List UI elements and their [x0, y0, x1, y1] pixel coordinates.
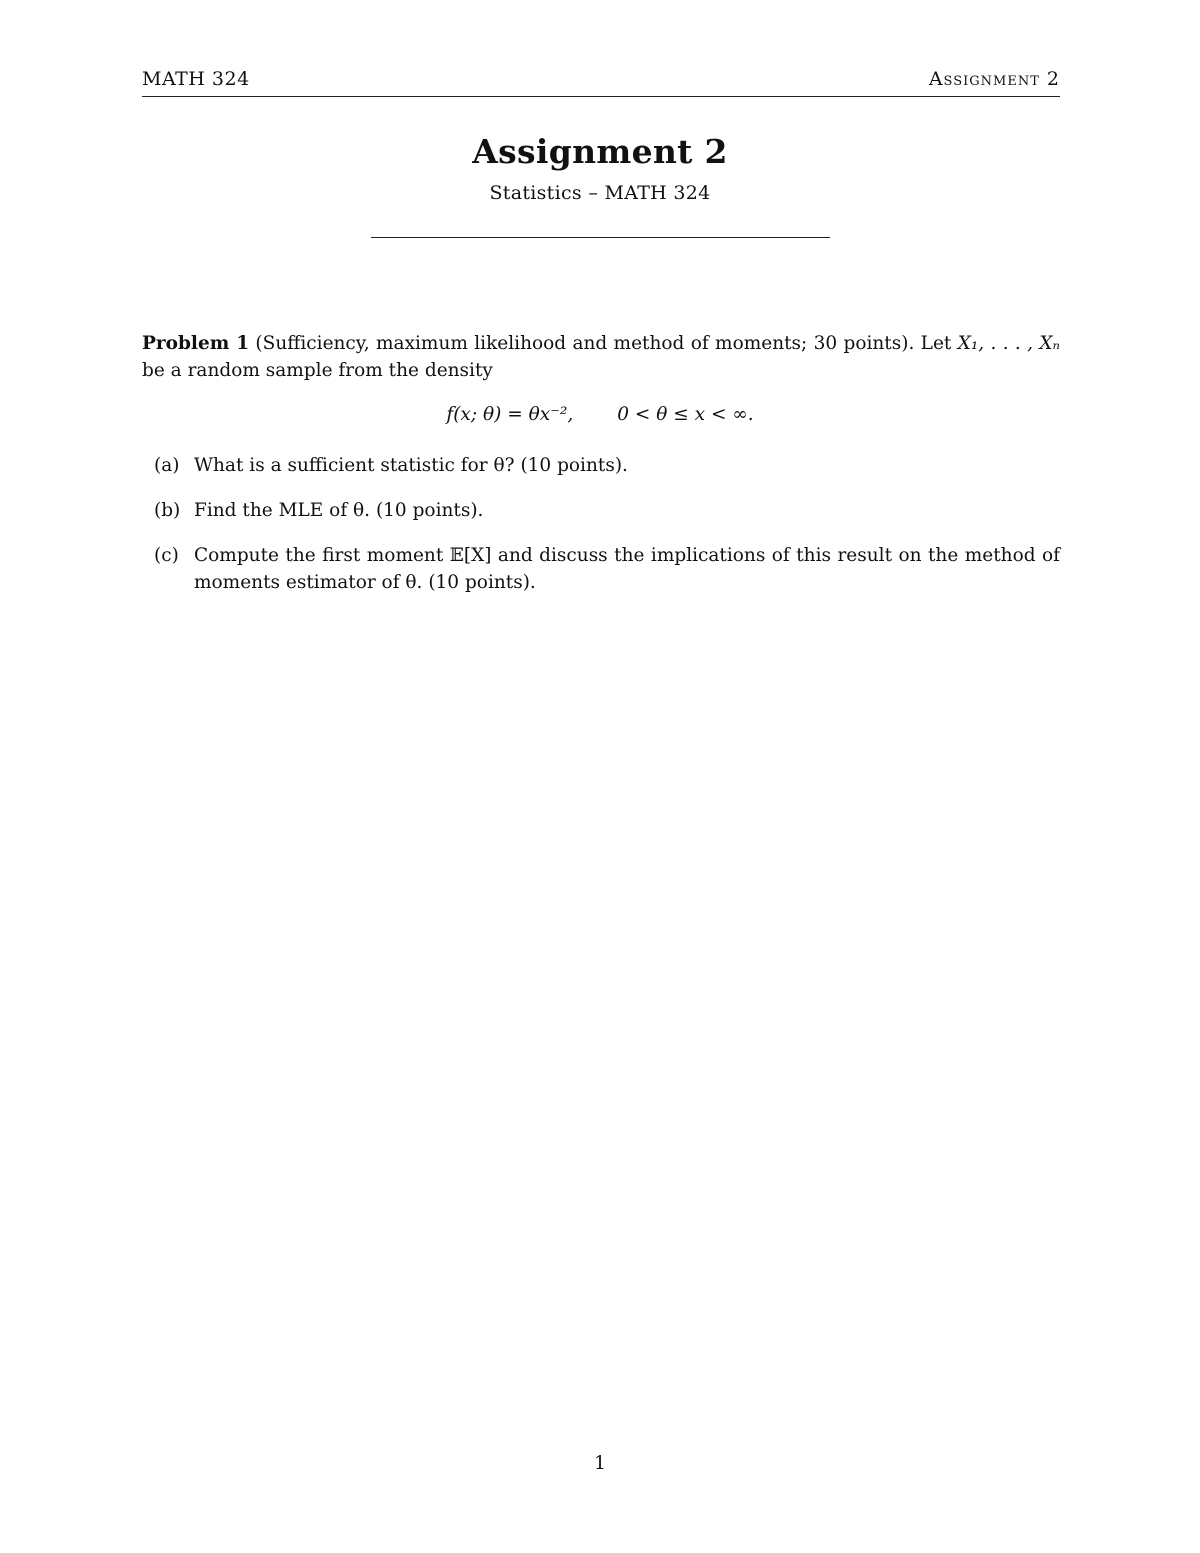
equation-support: 0 < θ ≤ x < ∞. [617, 404, 754, 425]
header-assignment: Assignment 2 [928, 68, 1060, 90]
part-c [142, 542, 1060, 596]
header-course: MATH 324 [142, 68, 250, 90]
part-b [142, 497, 1060, 524]
problem-1-statement [142, 330, 1060, 384]
part-c-text: Compute the first moment 𝔼[X] and discuss the implications of this result on the method of moments estimator of θ. (10 points). [194, 545, 1060, 593]
part-a-text: What is a sufficient statistic for θ? (10 points). [194, 455, 628, 476]
problem-label: Problem 1 [142, 333, 250, 354]
page-title: Assignment 2 [472, 132, 728, 171]
part-b-label: (b) [154, 500, 181, 521]
sample-variables: X₁, . . . , Xₙ [957, 333, 1061, 354]
problem-intro-end: be a random sample from the density [142, 360, 493, 381]
part-b-text: Find the MLE of θ. (10 points). [194, 500, 484, 521]
density-equation [0, 404, 1200, 425]
equation-lhs: f(x; θ) = θx⁻², [446, 404, 574, 425]
problem-let: Let [920, 333, 952, 354]
part-a [142, 452, 1060, 479]
page-number: 1 [594, 1453, 606, 1474]
part-a-label: (a) [154, 455, 180, 476]
running-header [142, 66, 1060, 97]
part-c-label: (c) [154, 545, 179, 566]
title-divider [371, 237, 830, 238]
page-subtitle: Statistics – MATH 324 [489, 182, 711, 204]
problem-parts [142, 452, 1060, 614]
problem-topic: (Sufficiency, maximum likelihood and method of moments; 30 points). [255, 333, 915, 354]
